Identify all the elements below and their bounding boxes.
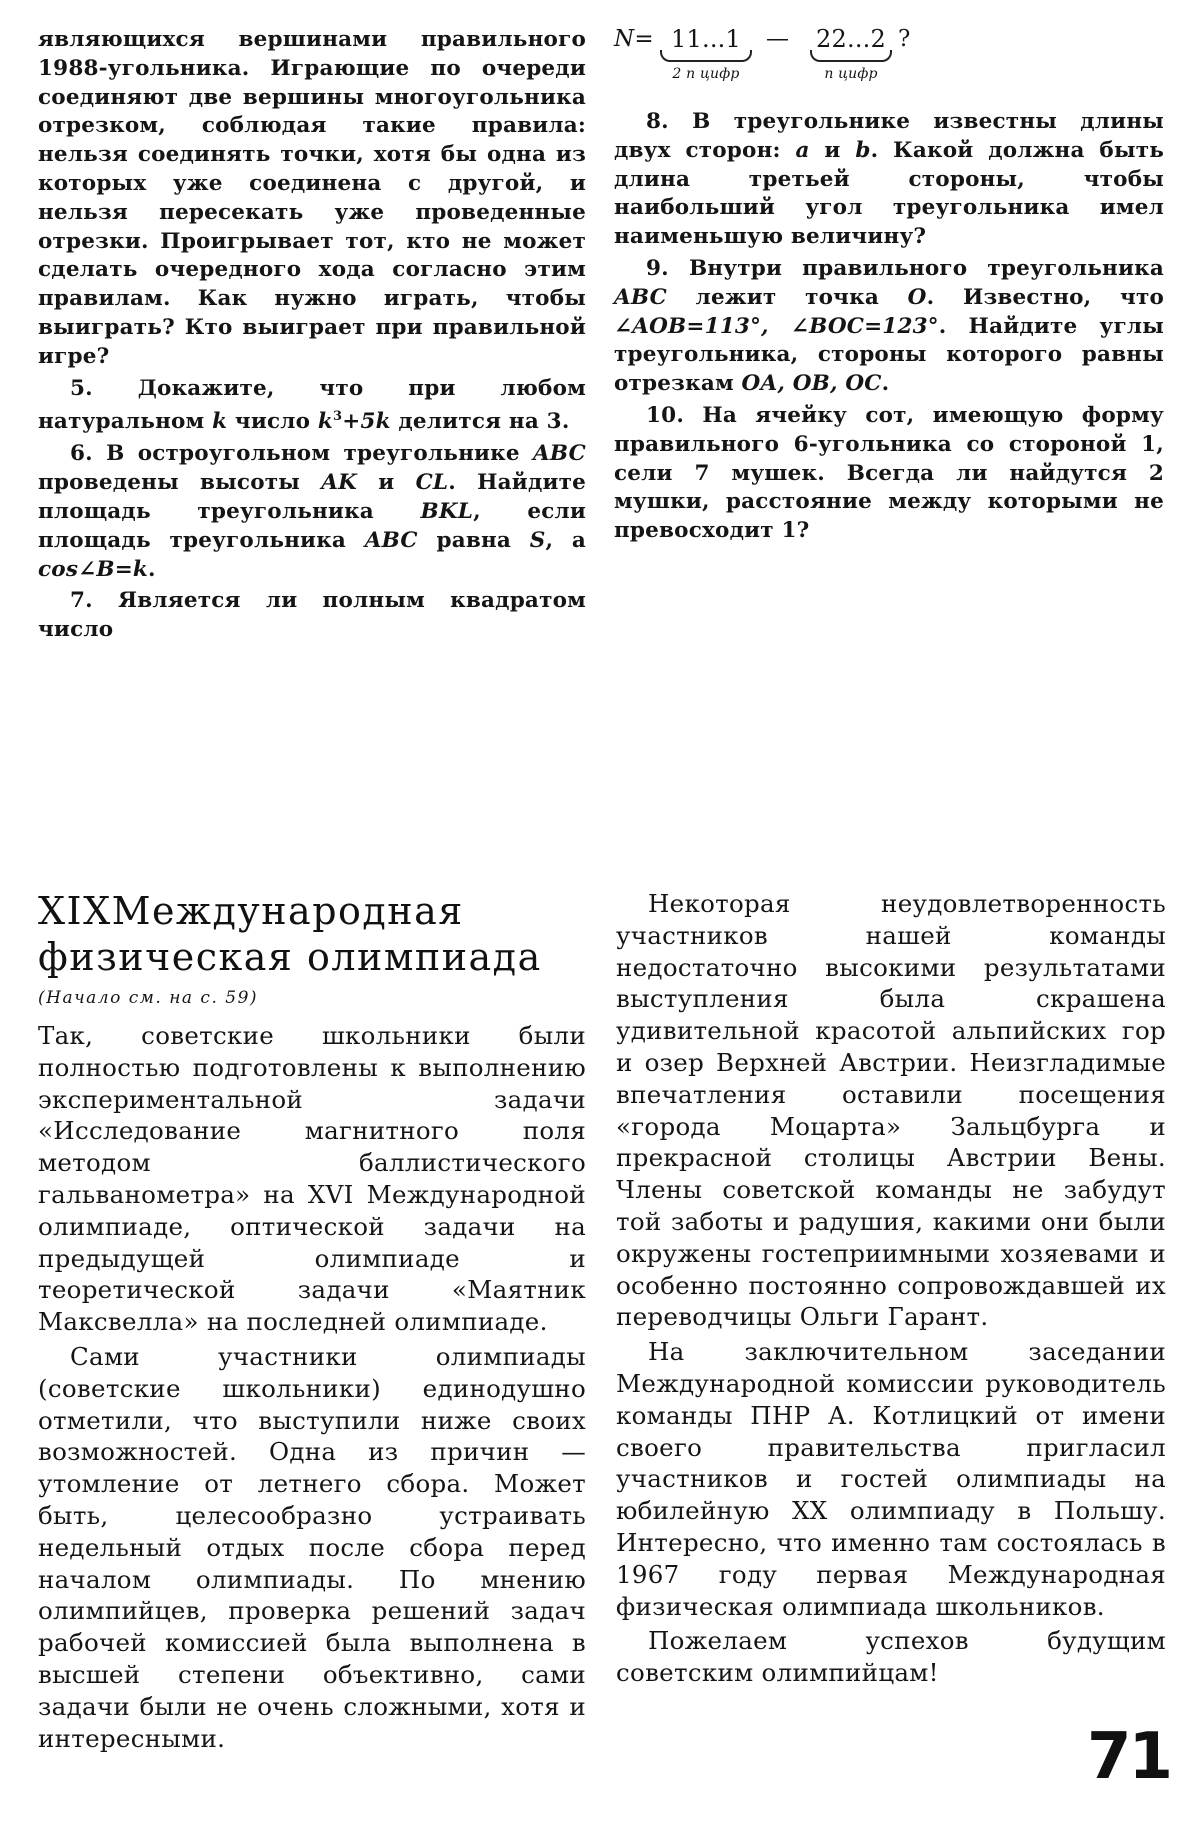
article-paragraph: Так, советские школьники были полностью подготовлены к выполнению экспериментальной задачи «Исследование магнитного поля методом баллистического гальванометра» на XVI Международной олимпиаде, оптической задачи на предыдущей олимпиаде и теоретической задачи «Маятник Максвелла» на последней олимпиаде. (38, 1021, 586, 1337)
formula-ones-brace (660, 24, 752, 82)
problems-left-column (38, 26, 586, 645)
problem-5-number: 5. (70, 375, 93, 401)
formula-twos-brace (810, 24, 892, 82)
problem-8-number: 8. (646, 109, 669, 134)
problem-7-number: 7. (70, 588, 93, 614)
article-paragraph: Сами участники олимпиады (советские школьники) единодушно отметили, что выступили ниже своих возможностей. Одна из причин — утомление от летнего сбора. Может быть, целесообразно устраивать недельный отдых после сбора перед началом олимпиады. По мнению олимпийцев, проверка решений задач рабочей комиссией была выполнена в высшей степени объективно, сами задачи были не очень сложными, хотя и интересными. (38, 1341, 586, 1753)
page-number: 71 (1086, 1720, 1170, 1794)
problem-7: 7. Является ли полным квадратом число (38, 588, 587, 643)
problem-9: 9. Внутри правильного треугольника ABC лежит точка O. Известно, что ∠AOB=113°, ∠BOC=123°. Найдите углы треугольника, стороны которого равны отрезкам OA, OB, OC. (614, 255, 1165, 397)
article-title-line-1: XIXМеждународная (38, 889, 464, 933)
article-left-column (38, 888, 586, 1754)
article-right-column (616, 888, 1166, 1689)
problem-10-number: 10. (646, 402, 685, 428)
article-title-line-2: физическая олимпиада (38, 935, 542, 979)
formula-question: ? (898, 26, 911, 52)
problem-6: 6. В остроугольном треугольнике ABC проведены высоты AK и CL. Найдите площадь треугольника BKL, если площадь треугольника ABC равна S, а cos∠B=k. (38, 441, 587, 582)
problem-10: 10. На ячейку сот, имеющую форму правильного 6-угольника со стороной 1, сели 7 мушек. Всегда ли найдутся 2 мушки, расстояние между которыми не превосходит 1? (614, 402, 1164, 544)
formula-ones: 11...1 (671, 25, 741, 53)
article-paragraph: Некоторая неудовлетворенность участников нашей команды недостаточно высокими результатами выступления была скрашена удивительной красотой альпийских гор и озер Верхней Австрии. Неизгладимые впечатления оставили посещения «города Моцарта» Зальцбурга и прекрасной столицы Австрии Вены. Члены советской команды не забудут той заботы и радушия, какими они были окружены гостеприимными хозяевами и особенно постоянно сопровождавшей их переводчицы Ольги Гарант. (616, 889, 1166, 1332)
article-title (38, 888, 586, 980)
problem-5: 5. Докажите, что при любом натуральном k число $k^3+5k$ делится на 3. (38, 375, 587, 435)
problem-6-number: 6. (70, 441, 93, 467)
article-source-note: (Начало см. на с. 59) (38, 988, 259, 1008)
problem-4-continuation: являющихся вершинами правильного 1988-угольника. Играющие по очереди соединяют две вершины многоугольника отрезком, соблюдая такие правила: нельзя соединять точки, хотя бы одна из которых уже соединена с другой, и нельзя пересекать уже проведенные отрезки. Проигрывает тот, кто не может сделать очередного хода согласно этим правилам. Как нужно играть, чтобы выиграть? Кто выиграет при правильной игре? (38, 27, 586, 369)
article-paragraph: На заключительном заседании Международной комиссии руководитель команды ПНР А. Котлицкий от имени своего правительства пригласил участников и гостей олимпиады на юбилейную XX олимпиаду в Польшу. Интересно, что именно там состоялась в 1967 году первая Международная физическая олимпиада школьников. (616, 1337, 1166, 1621)
formula-n (614, 24, 1164, 80)
formula-twos-subscript: n цифр (824, 66, 878, 82)
formula-minus: — (766, 26, 790, 52)
formula-twos: 22...2 (816, 25, 886, 53)
formula-ones-subscript: 2 n цифр (672, 66, 740, 82)
problem-9-number: 9. (646, 255, 669, 281)
formula-n-eq: N= (614, 26, 654, 52)
problem-8: 8. В треугольнике известны длины двух сторон: a и b. Какой должна быть длина третьей стороны, чтобы наибольший угол треугольника имел наименьшую величину? (614, 109, 1165, 250)
problems-right-column (614, 24, 1164, 546)
article-paragraph: Пожелаем успехов будущим советским олимпийцам! (616, 1626, 1166, 1688)
